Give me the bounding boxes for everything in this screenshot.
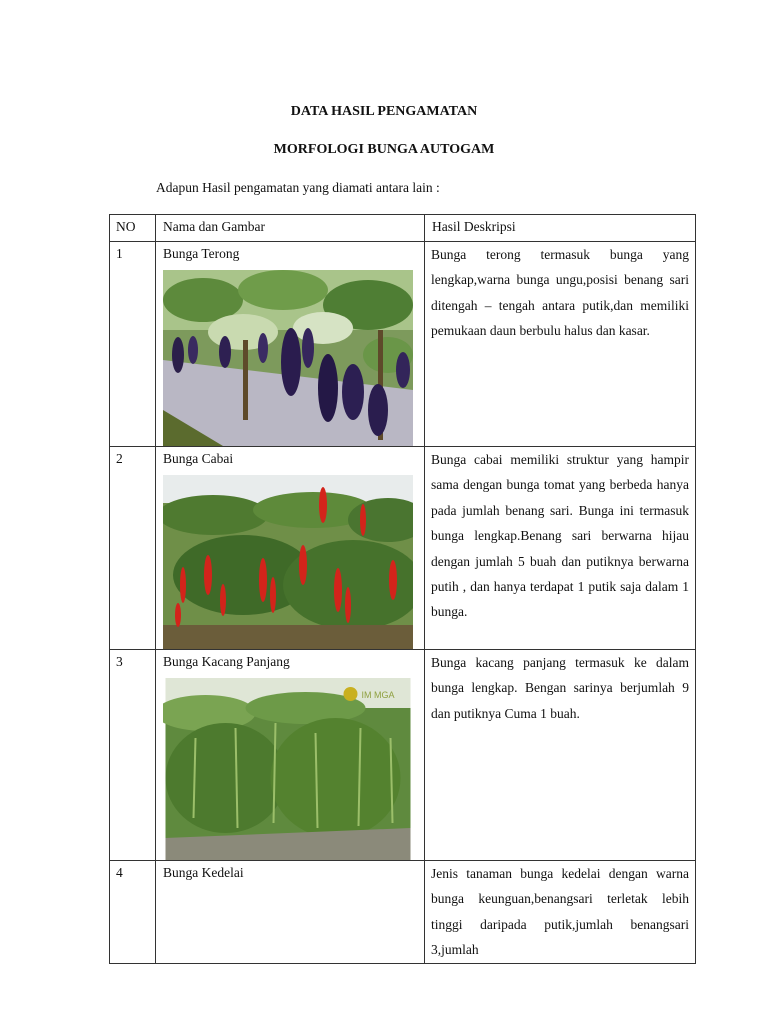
description-text: Bunga cabai memiliki struktur yang hampir sama dengan bunga tomat yang berbeda hanya pada jumlah benang sari. Bunga ini termasuk bunga lengkap.Benang sari berwarna hijau dengan jumlah 5 buah dan putiknya berwarna putih , dan hanya terdapat 1 putik saja dalam 1 bunga. xyxy=(431,452,689,620)
plant-cell xyxy=(156,650,425,861)
table-row xyxy=(110,447,696,650)
plant-name: Bunga Kacang Panjang xyxy=(163,654,290,669)
plant-name: Bunga Cabai xyxy=(163,451,234,466)
table-row xyxy=(110,242,696,447)
eggplant-photo xyxy=(163,270,413,446)
intro-text: Adapun Hasil pengamatan yang diamati antara lain : xyxy=(156,180,440,195)
description-text: Bunga terong termasuk bunga yang lengkap,warna bunga ungu,posisi benang sari ditengah – tengah antara putik,dan memiliki pemukaan daun berbulu halus dan kasar. xyxy=(431,247,689,339)
long-bean-photo xyxy=(163,678,413,860)
description-cell xyxy=(425,650,696,861)
column-header-name: Nama dan Gambar xyxy=(156,215,425,242)
table-row xyxy=(110,650,696,861)
column-header-no: NO xyxy=(110,215,156,242)
plant-name: Bunga Kedelai xyxy=(163,865,244,880)
table-row xyxy=(110,861,696,964)
chili-photo xyxy=(163,475,413,649)
description-text: Bunga kacang panjang termasuk ke dalam bunga lengkap. Bengan sarinya berjumlah 9 dan putiknya Cuma 1 buah. xyxy=(431,655,689,721)
description-cell xyxy=(425,447,696,650)
watermark-logo-icon xyxy=(344,687,358,701)
row-number: 2 xyxy=(110,447,156,650)
row-number: 3 xyxy=(110,650,156,861)
description-cell xyxy=(425,242,696,447)
observation-table xyxy=(109,214,696,964)
description-cell xyxy=(425,861,696,964)
row-number: 1 xyxy=(110,242,156,447)
document-title: DATA HASIL PENGAMATAN xyxy=(290,104,478,119)
table-header-row xyxy=(110,215,696,242)
document-subtitle: MORFOLOGI BUNGA AUTOGAM xyxy=(273,142,495,157)
plant-name: Bunga Terong xyxy=(163,246,240,261)
plant-cell xyxy=(156,447,425,650)
plant-cell xyxy=(156,242,425,447)
column-header-description: Hasil Deskripsi xyxy=(425,215,696,242)
description-text: Jenis tanaman bunga kedelai dengan warna bunga keunguan,benangsari terletak lebih tinggi daripada putik,jumlah benangsari 3,jumlah xyxy=(431,866,689,958)
watermark-text: IM MGA xyxy=(361,690,395,700)
row-number: 4 xyxy=(110,861,156,964)
plant-cell xyxy=(156,861,425,964)
